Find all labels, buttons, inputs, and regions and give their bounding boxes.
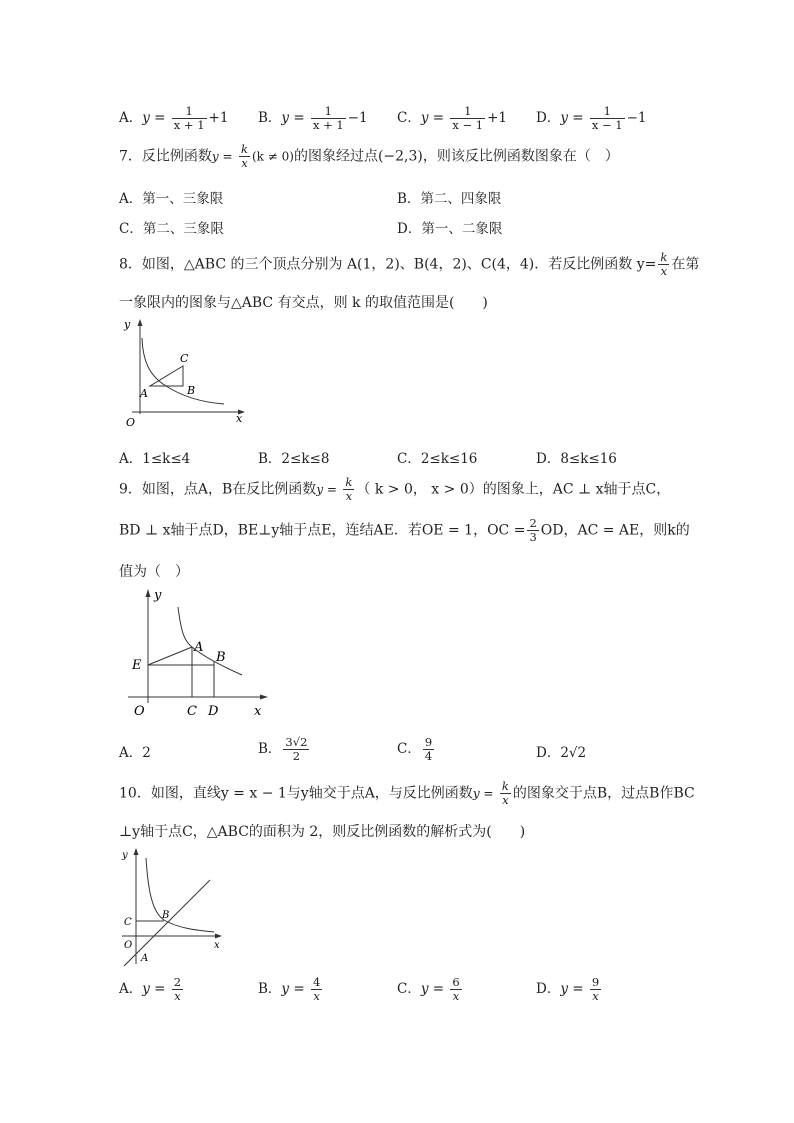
q10-option-d: D．y = $\frac{9}{x}$ bbox=[536, 975, 600, 1004]
q8-option-d: D．8≤k≤16 bbox=[536, 451, 617, 467]
q10-figure bbox=[118, 844, 228, 968]
q7-option-b: B．第二、四象限 bbox=[397, 191, 502, 207]
q6-option-d: D．y = $\frac{1}{x - 1}$ −1 bbox=[536, 104, 647, 133]
q8-option-b: B．2≤k≤8 bbox=[258, 451, 330, 467]
q7-option-d: D．第一、二象限 bbox=[397, 221, 503, 237]
q8-fig-a-label: A bbox=[140, 387, 148, 400]
q9-fig-y-label: y bbox=[154, 588, 162, 603]
q10-option-c: C．y = $\frac{6}{x}$ bbox=[397, 975, 460, 1004]
q10-fig-y-label: y bbox=[122, 850, 128, 861]
q9-option-b: B． $\frac{3√2}{2}$ bbox=[258, 735, 308, 764]
q10-option-b: B．y = $\frac{4}{x}$ bbox=[258, 975, 321, 1004]
q8-fig-y-label: y bbox=[124, 318, 131, 331]
q9-fig-c-label: C bbox=[187, 704, 197, 719]
q9-stem-line1: 9．如图，点A，B在反比例函数y = $\frac{k}{x}$ （ k > 0， x > 0）的图象上，AC ⊥ x轴于点C， bbox=[119, 475, 671, 504]
q9-fig-e-label: E bbox=[132, 658, 142, 673]
q9-fig-d-label: D bbox=[208, 704, 219, 719]
q10-fig-a-label: A bbox=[141, 953, 149, 964]
q9-fig-x-label: x bbox=[254, 704, 262, 719]
q7-stem: 7．反比例函数y = $\frac{k}{x}$ (k ≠ 0)的图象经过点(−2,3)，则该反比例函数图象在（ ） bbox=[119, 142, 619, 171]
q8-option-c: C．2≤k≤16 bbox=[397, 451, 478, 467]
q6-option-c: C．y = $\frac{1}{x - 1}$ +1 bbox=[397, 104, 508, 133]
q8-option-a: A．1≤k≤4 bbox=[119, 451, 191, 467]
q10-option-a: A．y = $\frac{2}{x}$ bbox=[119, 975, 182, 1004]
q7-option-a: A．第一、三象限 bbox=[119, 191, 224, 207]
q10-fig-c-label: C bbox=[124, 917, 132, 928]
q10-stem-line1: 10．如图，直线y = x − 1与y轴交于点A，与反比例函数y = $\frac{k}{x}$ 的图象交于点B，过点B作BC bbox=[119, 779, 695, 808]
q10-fig-x-label: x bbox=[214, 940, 220, 951]
q8-figure bbox=[118, 316, 248, 432]
q9-fig-a-label: A bbox=[194, 640, 204, 655]
q8-stem-line1: 8．如图，△ABC 的三个顶点分别为 A(1，2)、B(4，2)、C(4，4)．若反比例函数 y= $\frac{k}{x}$ 在第 bbox=[119, 250, 700, 279]
q9-stem-line2: BD ⊥ x轴于点D，BE⊥y轴于点E，连结AE．若OE = 1，OC = $\frac{2}{3}$ OD，AC = AE，则k的 bbox=[119, 516, 690, 545]
q8-fig-x-label: x bbox=[236, 412, 243, 425]
q8-fig-b-label: B bbox=[187, 384, 196, 397]
q9-option-d: D．2√2 bbox=[536, 745, 587, 761]
q10-fig-o-label: O bbox=[124, 940, 133, 951]
q7-option-c: C．第二、三象限 bbox=[119, 221, 224, 237]
q9-fig-o-label: O bbox=[134, 704, 145, 719]
q10-stem-line2: ⊥y轴于点C，△ABC的面积为 2，则反比例函数的解析式为( ) bbox=[119, 824, 526, 840]
q9-option-c: C． $\frac{9}{4}$ bbox=[397, 735, 433, 764]
q9-option-a: A．2 bbox=[119, 745, 151, 761]
q9-stem-line3: 值为（ ） bbox=[119, 564, 189, 580]
q9-fig-b-label: B bbox=[216, 650, 226, 665]
q10-fig-b-label: B bbox=[162, 910, 170, 921]
q6-option-a: A．y = $\frac{1}{x + 1}$ +1 bbox=[119, 104, 229, 133]
q6-option-b: B．y = $\frac{1}{x + 1}$ −1 bbox=[258, 104, 368, 133]
q8-stem-line2: 一象限内的图象与△ABC 有交点，则 k 的取值范围是( ) bbox=[119, 295, 488, 311]
q9-figure bbox=[124, 585, 274, 721]
q8-fig-c-label: C bbox=[180, 352, 189, 365]
q8-fig-o-label: O bbox=[126, 416, 136, 429]
